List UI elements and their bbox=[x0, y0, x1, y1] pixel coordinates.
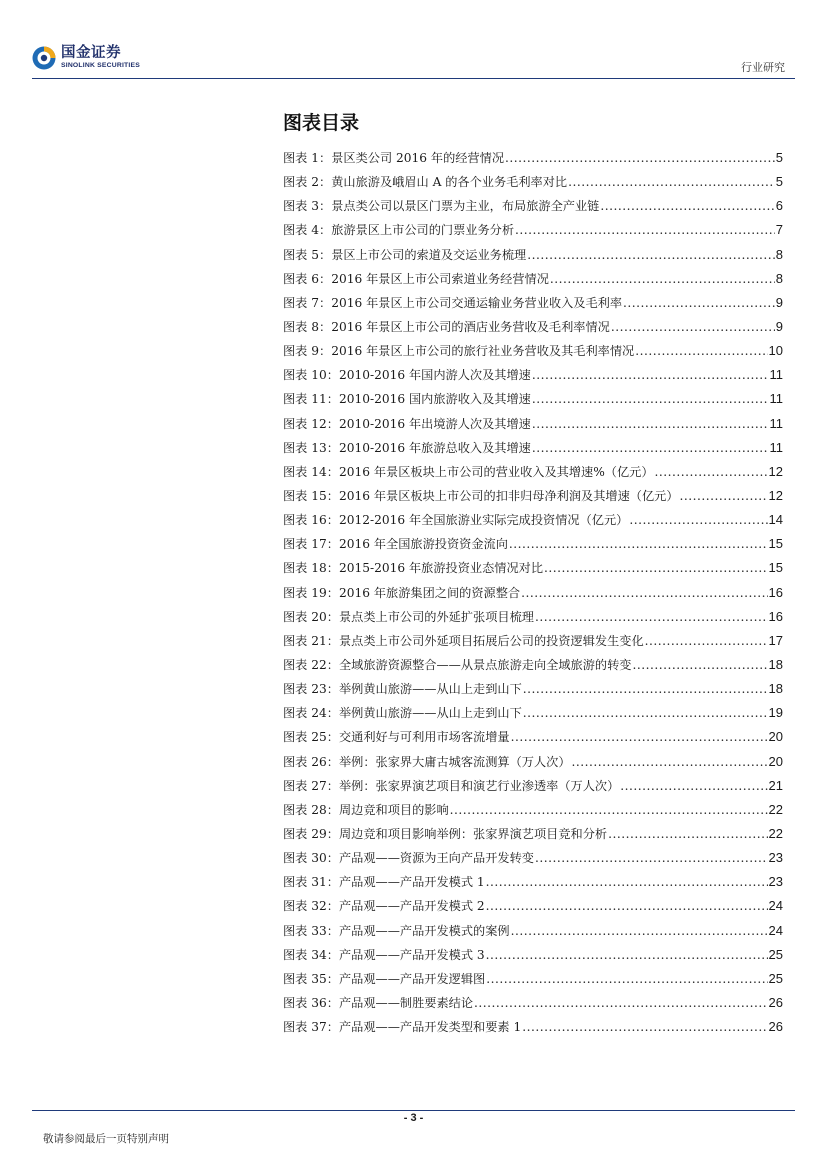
toc-entry-page: 17 bbox=[768, 632, 783, 648]
toc-entry[interactable] bbox=[283, 463, 783, 487]
toc-dot-leader bbox=[509, 537, 768, 551]
toc-entry-label: 图表 26：举例：张家界大庸古城客流测算（万人次） bbox=[283, 754, 571, 769]
toc-entry[interactable] bbox=[283, 149, 783, 173]
toc-entry-page: 24 bbox=[768, 898, 783, 914]
toc-entry-page: 11 bbox=[769, 439, 783, 455]
toc-entry[interactable] bbox=[283, 922, 783, 946]
toc-entry-label: 图表 18：2015-2016 年旅游投资业态情况对比 bbox=[283, 561, 544, 576]
toc-entry-label: 图表 5：景区上市公司的索道及交运业务梳理 bbox=[283, 247, 527, 262]
toc-entry-page: 12 bbox=[768, 463, 783, 479]
toc-entry-page: 20 bbox=[768, 729, 783, 745]
toc-entry-label: 图表 28：周边竞和项目的影响 bbox=[283, 802, 449, 817]
toc-entry[interactable] bbox=[283, 632, 783, 656]
toc-entry-label: 图表 33：产品观——产品开发模式的案例 bbox=[283, 923, 510, 938]
toc-entry-page: 21 bbox=[768, 777, 783, 793]
toc-entry-label: 图表 1：景区类公司 2016 年的经营情况 bbox=[283, 151, 505, 165]
toc-entry-label: 图表 17：2016 年全国旅游投资资金流向 bbox=[283, 537, 508, 552]
toc-entry[interactable] bbox=[283, 849, 783, 873]
toc-entry-page: 19 bbox=[768, 705, 783, 721]
toc-entry-page: 16 bbox=[768, 608, 783, 624]
toc-entry-page: 7 bbox=[775, 222, 783, 238]
toc-entry-label: 图表 8：2016 年景区上市公司的酒店业务营收及毛利率情况 bbox=[283, 319, 610, 334]
toc-entry-label: 图表 34：产品观——产品开发模式 3 bbox=[283, 947, 485, 962]
toc-entry-label: 图表 32：产品观——产品开发模式 2 bbox=[283, 899, 485, 914]
toc-entry-page: 15 bbox=[768, 560, 783, 576]
toc-title: 图表目录 bbox=[283, 112, 360, 134]
toc-dot-leader bbox=[611, 320, 775, 334]
toc-entry[interactable] bbox=[283, 704, 783, 728]
toc-entry[interactable] bbox=[283, 270, 783, 294]
toc-entry-page: 24 bbox=[768, 922, 783, 938]
company-logo bbox=[32, 46, 140, 70]
toc-dot-leader bbox=[532, 441, 769, 455]
toc-entry-page: 5 bbox=[775, 150, 783, 165]
toc-entry[interactable] bbox=[283, 390, 783, 414]
toc-entry[interactable] bbox=[283, 294, 783, 318]
footer-divider bbox=[32, 1110, 795, 1111]
toc-dot-leader bbox=[523, 706, 768, 720]
toc-entry-page: 22 bbox=[768, 825, 783, 841]
toc-entry[interactable] bbox=[283, 946, 783, 970]
toc-dot-leader bbox=[655, 465, 768, 479]
toc-entry[interactable] bbox=[283, 318, 783, 342]
toc-entry-label: 图表 30：产品观——资源为王向产品开发转变 bbox=[283, 851, 534, 866]
toc-entry-page: 9 bbox=[775, 318, 783, 334]
toc-entry-page: 26 bbox=[768, 1019, 783, 1035]
toc-dot-leader bbox=[521, 586, 767, 600]
toc-entry-label: 图表 25：交通利好与可利用市场客流增量 bbox=[283, 730, 510, 745]
table-of-figures bbox=[283, 108, 783, 1042]
toc-dot-leader bbox=[523, 682, 768, 696]
toc-dot-leader bbox=[511, 730, 768, 744]
toc-entry-page: 9 bbox=[775, 294, 783, 310]
toc-entry-page: 18 bbox=[768, 681, 783, 697]
toc-entry-page: 16 bbox=[768, 584, 783, 600]
toc-entry[interactable] bbox=[283, 994, 783, 1018]
toc-dot-leader bbox=[620, 779, 767, 793]
toc-dot-leader bbox=[532, 392, 769, 406]
toc-dot-leader bbox=[632, 658, 767, 672]
toc-entry-label: 图表 20：景点类上市公司的外延扩张项目梳理 bbox=[283, 609, 534, 624]
page-number: - 3 - bbox=[403, 1112, 424, 1124]
toc-dot-leader bbox=[608, 827, 767, 841]
toc-entry-label: 图表 6：2016 年景区上市公司索道业务经营情况 bbox=[283, 271, 549, 286]
toc-dot-leader bbox=[474, 996, 768, 1010]
toc-entry-page: 18 bbox=[768, 656, 783, 672]
toc-entry-label: 图表 29：周边竞和项目影响举例：张家界演艺项目竞和分析 bbox=[283, 826, 608, 841]
disclaimer-note: 敬请参阅最后一页特别声明 bbox=[43, 1133, 169, 1145]
toc-entry-page: 22 bbox=[768, 801, 783, 817]
toc-entry[interactable] bbox=[283, 173, 783, 197]
toc-dot-leader bbox=[532, 417, 769, 431]
toc-dot-leader bbox=[535, 851, 768, 865]
toc-entry-label: 图表 7：2016 年景区上市公司交通运输业务营业收入及毛利率 bbox=[283, 295, 623, 310]
toc-entry-label: 图表 3：景点类公司以景区门票为主业，布局旅游全产业链 bbox=[283, 199, 600, 214]
toc-dot-leader bbox=[486, 972, 767, 986]
toc-entry[interactable] bbox=[283, 511, 783, 535]
toc-dot-leader bbox=[505, 151, 775, 165]
toc-dot-leader bbox=[600, 199, 774, 213]
toc-entry-page: 11 bbox=[769, 415, 783, 431]
toc-dot-leader bbox=[527, 248, 775, 262]
toc-entry-label: 图表 15：2016 年景区板块上市公司的扣非归母净利润及其增速（亿元） bbox=[283, 488, 679, 503]
toc-entry-page: 11 bbox=[769, 391, 783, 407]
toc-list bbox=[283, 149, 783, 1042]
toc-entry-page: 8 bbox=[775, 246, 783, 262]
toc-entry-page: 10 bbox=[768, 343, 783, 359]
toc-entry[interactable] bbox=[283, 439, 783, 463]
toc-entry[interactable] bbox=[283, 680, 783, 704]
toc-entry-label: 图表 37：产品观——产品开发类型和要素 1 bbox=[283, 1020, 522, 1035]
toc-dot-leader bbox=[623, 296, 775, 310]
toc-entry-label: 图表 36：产品观——制胜要素结论 bbox=[283, 995, 474, 1010]
toc-entry-label: 图表 23：举例黄山旅游——从山上走到山下 bbox=[283, 682, 522, 697]
toc-dot-leader bbox=[635, 344, 767, 358]
toc-dot-leader bbox=[544, 561, 767, 575]
toc-entry-label: 图表 31：产品观——产品开发模式 1 bbox=[283, 875, 485, 890]
toc-entry-page: 11 bbox=[769, 367, 783, 383]
toc-entry[interactable] bbox=[283, 415, 783, 439]
toc-entry-label: 图表 19：2016 年旅游集团之间的资源整合 bbox=[283, 585, 521, 600]
toc-entry-page: 12 bbox=[768, 487, 783, 503]
toc-entry-label: 图表 14：2016 年景区板块上市公司的营业收入及其增速%（亿元） bbox=[283, 464, 654, 479]
toc-entry-page: 26 bbox=[768, 994, 783, 1010]
toc-entry[interactable] bbox=[283, 366, 783, 390]
logo-english-name: SINOLINK SECURITIES bbox=[61, 61, 140, 69]
toc-entry-page: 14 bbox=[768, 512, 783, 528]
toc-dot-leader bbox=[568, 175, 775, 189]
toc-entry-label: 图表 4：旅游景区上市公司的门票业务分析 bbox=[283, 223, 515, 238]
toc-entry-label: 图表 24：举例黄山旅游——从山上走到山下 bbox=[283, 706, 522, 721]
toc-entry-label: 图表 35：产品观——产品开发逻辑图 bbox=[283, 971, 486, 986]
toc-entry-label: 图表 10：2010-2016 年国内游人次及其增速 bbox=[283, 368, 531, 383]
toc-entry-label: 图表 9：2016 年景区上市公司的旅行社业务营收及其毛利率情况 bbox=[283, 344, 635, 359]
toc-dot-leader bbox=[645, 634, 768, 648]
toc-entry[interactable] bbox=[283, 246, 783, 270]
toc-entry-page: 23 bbox=[768, 874, 783, 890]
toc-entry-page: 25 bbox=[768, 946, 783, 962]
toc-entry-page: 8 bbox=[775, 270, 783, 286]
toc-entry[interactable] bbox=[283, 897, 783, 921]
toc-dot-leader bbox=[572, 755, 768, 769]
toc-entry[interactable] bbox=[283, 608, 783, 632]
toc-dot-leader bbox=[550, 272, 775, 286]
toc-entry[interactable] bbox=[283, 777, 783, 801]
toc-entry-page: 25 bbox=[768, 970, 783, 986]
toc-entry-page: 5 bbox=[775, 174, 783, 190]
toc-entry[interactable] bbox=[283, 1018, 783, 1042]
toc-entry[interactable] bbox=[283, 342, 783, 366]
toc-entry-label: 图表 21：景点类上市公司外延项目拓展后公司的投资逻辑发生变化 bbox=[283, 633, 644, 648]
toc-dot-leader bbox=[515, 223, 775, 237]
toc-dot-leader bbox=[511, 924, 768, 938]
toc-entry[interactable] bbox=[283, 197, 783, 221]
toc-entry-label: 图表 22：全域旅游资源整合——从景点旅游走向全域旅游的转变 bbox=[283, 657, 632, 672]
toc-dot-leader bbox=[486, 899, 768, 913]
toc-entry-page: 6 bbox=[775, 198, 783, 214]
toc-entry[interactable] bbox=[283, 801, 783, 825]
toc-dot-leader bbox=[680, 489, 768, 503]
toc-entry-page: 20 bbox=[768, 753, 783, 769]
toc-entry-label: 图表 27：举例：张家界演艺项目和演艺行业渗透率（万人次） bbox=[283, 778, 620, 793]
toc-dot-leader bbox=[522, 1020, 767, 1034]
toc-entry[interactable] bbox=[283, 535, 783, 559]
toc-entry-label: 图表 12：2010-2016 年出境游人次及其增速 bbox=[283, 416, 531, 431]
toc-entry-label: 图表 11：2010-2016 国内旅游收入及其增速 bbox=[283, 392, 531, 407]
toc-dot-leader bbox=[450, 803, 768, 817]
logo-chinese-name: 国金证券 bbox=[61, 45, 121, 62]
toc-entry[interactable] bbox=[283, 970, 783, 994]
toc-dot-leader bbox=[486, 875, 768, 889]
toc-entry-label: 图表 16：2012-2016 年全国旅游业实际完成投资情况（亿元） bbox=[283, 513, 629, 528]
toc-entry[interactable] bbox=[283, 221, 783, 245]
toc-entry-label: 图表 13：2010-2016 年旅游总收入及其增速 bbox=[283, 440, 531, 455]
toc-entry[interactable] bbox=[283, 487, 783, 511]
toc-entry[interactable] bbox=[283, 559, 783, 583]
toc-entry-page: 23 bbox=[768, 850, 783, 866]
toc-dot-leader bbox=[629, 513, 767, 527]
report-category: 行业研究 bbox=[741, 61, 785, 74]
toc-dot-leader bbox=[486, 948, 768, 962]
toc-entry-label: 图表 2：黄山旅游及峨眉山 A 的各个业务毛利率对比 bbox=[283, 175, 568, 190]
toc-entry-page: 15 bbox=[768, 536, 783, 552]
header-divider bbox=[32, 78, 795, 79]
toc-entry[interactable] bbox=[283, 873, 783, 897]
toc-entry[interactable] bbox=[283, 584, 783, 608]
toc-entry[interactable] bbox=[283, 728, 783, 752]
toc-entry[interactable] bbox=[283, 825, 783, 849]
logo-emblem-icon bbox=[32, 46, 56, 70]
toc-dot-leader bbox=[535, 610, 768, 624]
toc-entry[interactable] bbox=[283, 656, 783, 680]
toc-dot-leader bbox=[532, 368, 769, 382]
toc-entry[interactable] bbox=[283, 753, 783, 777]
